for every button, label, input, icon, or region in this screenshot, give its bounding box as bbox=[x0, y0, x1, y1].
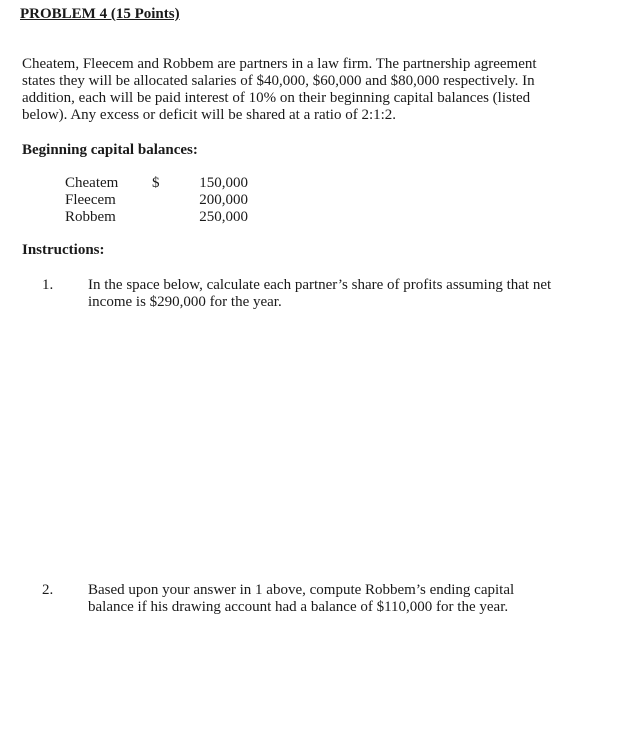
balances-heading: Beginning capital balances: bbox=[22, 142, 198, 158]
instructions-heading: Instructions: bbox=[22, 242, 105, 258]
table-row bbox=[65, 209, 248, 226]
problem-intro-paragraph: Cheatem, Fleecem and Robbem are partners in a law firm. The partnership agreement states they will be allocated salaries of $40,000, $60,000 and $80,000 respectively. In addition, each will be paid interest of 10% on their beginning capital balances (listed below). Any excess or deficit will be shared at a ratio of 2:1:2. bbox=[22, 56, 537, 123]
capital-amount: 150,000 bbox=[199, 175, 248, 191]
capital-amount: 250,000 bbox=[199, 209, 248, 225]
partner-name: Fleecem bbox=[65, 192, 116, 208]
table-row bbox=[65, 192, 248, 209]
instruction-number: 1. bbox=[42, 277, 54, 293]
partner-name: Cheatem bbox=[65, 175, 119, 191]
capital-amount: 200,000 bbox=[199, 192, 248, 208]
problem-title: PROBLEM 4 (15 Points) bbox=[20, 6, 180, 22]
instruction-text: In the space below, calculate each partner’s share of profits assuming that net income is $290,000 for the year. bbox=[88, 277, 552, 310]
partner-name: Robbem bbox=[65, 209, 116, 225]
currency-symbol: $ bbox=[152, 175, 160, 191]
table-row bbox=[65, 175, 248, 192]
instruction-number: 2. bbox=[42, 582, 54, 598]
capital-balances-table bbox=[65, 175, 248, 226]
instruction-text: Based upon your answer in 1 above, compute Robbem’s ending capital balance if his drawing account had a balance of $110,000 for the year. bbox=[88, 582, 515, 615]
